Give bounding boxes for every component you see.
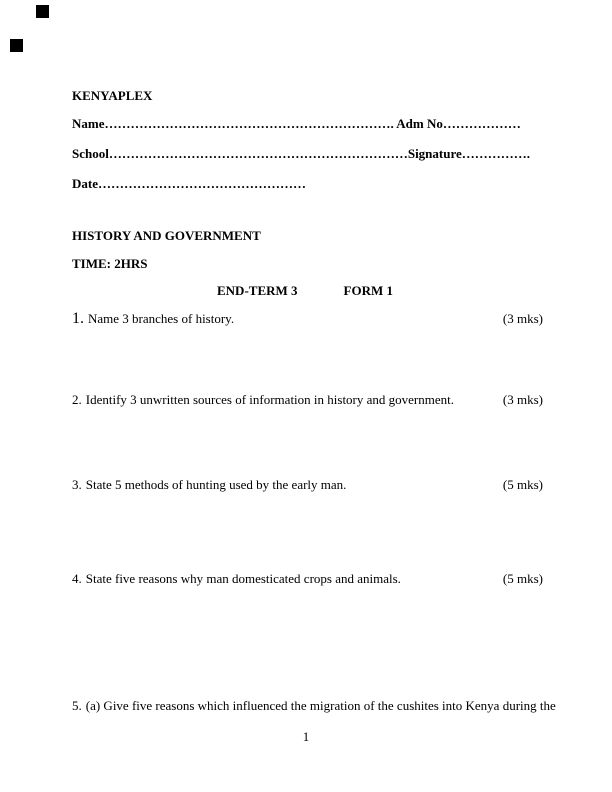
name-field-line: Name…………………………………………………………. Adm No……………… (72, 116, 521, 131)
question-1-number: 1. (72, 310, 84, 327)
question-1-marks: (3 mks) (502, 311, 543, 326)
question-1-text: Name 3 branches of history. (88, 311, 235, 326)
question-row-4 (72, 571, 543, 587)
exam-term: END-TERM 3 (217, 283, 298, 298)
question-3-text: State 5 methods of hunting used by the early man. (85, 477, 347, 492)
question-2-number: 2. (72, 392, 82, 407)
question-5 (72, 698, 556, 714)
question-2-marks: (3 mks) (502, 392, 543, 407)
question-5-text: (a) Give five reasons which influenced the migration of the cushites into Kenya during the (85, 698, 556, 713)
question-2-text: Identify 3 unwritten sources of information in history and government. (85, 392, 455, 407)
question-row-1 (72, 310, 543, 328)
question-4-number: 4. (72, 571, 82, 586)
question-4-text: State five reasons why man domesticated crops and animals. (85, 571, 401, 586)
question-5-number: 5. (72, 698, 82, 713)
question-row-3 (72, 477, 543, 493)
question-3 (72, 477, 346, 493)
exam-term-form-line (217, 283, 393, 299)
question-4-marks: (5 mks) (502, 571, 543, 586)
question-3-marks: (5 mks) (502, 477, 543, 492)
time-allocation: TIME: 2HRS (72, 256, 148, 271)
exam-form: FORM 1 (343, 283, 393, 298)
page-number: 1 (302, 729, 310, 744)
scan-artifact-mark-1 (36, 5, 49, 18)
school-field-line: School……………………………………………………………Signature……………. (72, 146, 531, 161)
date-field-line: Date………………………………………… (72, 176, 306, 191)
question-2 (72, 392, 454, 408)
question-row-2 (72, 392, 543, 408)
subject-title: HISTORY AND GOVERNMENT (72, 228, 261, 243)
question-3-number: 3. (72, 477, 82, 492)
question-4 (72, 571, 401, 587)
question-row-5 (72, 698, 556, 714)
brand-title: KENYAPLEX (72, 88, 153, 103)
scan-artifact-mark-2 (10, 39, 23, 52)
question-1 (72, 310, 234, 328)
